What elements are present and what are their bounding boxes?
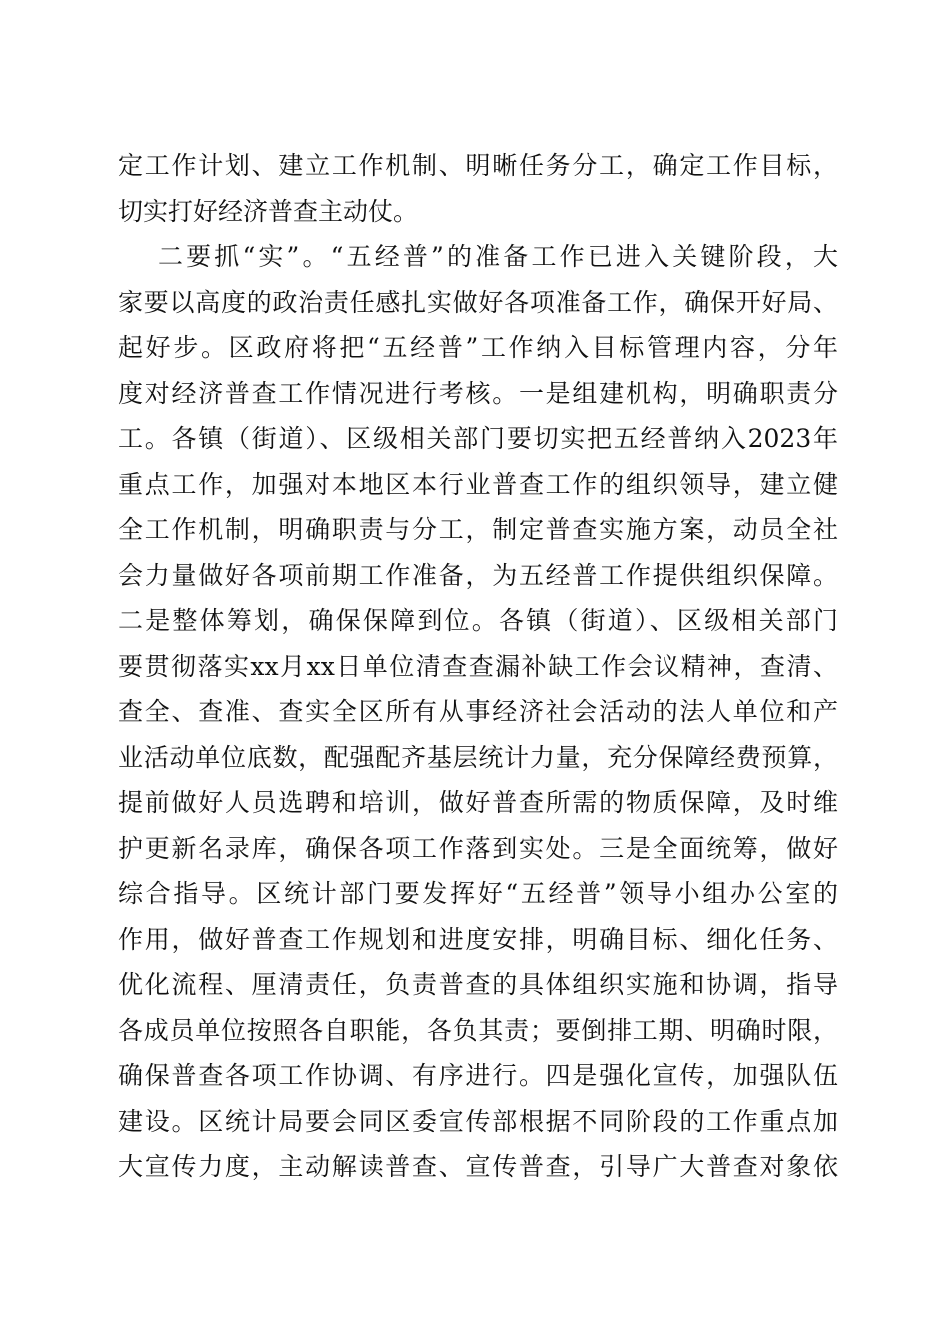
text-line: 作用，做好普查工作规划和进度安排，明确目标、细化任务、: [118, 924, 838, 954]
text-line: 重点工作，加强对本地区本行业普查工作的组织领导，建立健: [118, 469, 838, 499]
text-line: 切实打好经济普查主动仗。: [118, 196, 419, 226]
text-line: 提前做好人员选聘和培训，做好普查所需的物质保障，及时维: [118, 788, 838, 817]
text-line: 工。各镇（街道）、区级相关部门要切实把五经普纳入2023年: [118, 424, 838, 453]
text-line: 家要以高度的政治责任感扎实做好各项准备工作，确保开好局、: [118, 287, 838, 317]
text-line: 查全、查准、查实全区所有从事经济社会活动的法人单位和产: [118, 697, 838, 726]
text-line: 业活动单位底数，配强配齐基层统计力量，充分保障经费预算，: [118, 742, 838, 772]
paragraph-start-line: 二要抓“实”。“五经普”的准备工作已进入关键阶段，大: [158, 242, 838, 271]
body-text: [118, 143, 838, 1190]
text-line: 要贯彻落实xx月xx日单位清查查漏补缺工作会议精神，查清、: [118, 651, 838, 681]
text-line: 优化流程、厘清责任，负责普查的具体组织实施和协调，指导: [118, 970, 838, 999]
text-line: 各成员单位按照各自职能，各负其责；要倒排工期、明确时限，: [118, 1015, 838, 1045]
text-line: 建设。区统计局要会同区委宣传部根据不同阶段的工作重点加: [118, 1106, 838, 1136]
text-line: 度对经济普查工作情况进行考核。一是组建机构，明确职责分: [118, 378, 838, 408]
text-line: 确保普查各项工作协调、有序进行。四是强化宣传，加强队伍: [118, 1061, 838, 1090]
text-line: 会力量做好各项前期工作准备，为五经普工作提供组织保障。: [118, 560, 838, 590]
text-line: 二是整体筹划，确保保障到位。各镇（街道）、区级相关部门: [118, 606, 838, 635]
text-line: 护更新名录库，确保各项工作落到实处。三是全面统筹，做好: [118, 833, 838, 863]
text-line: 起好步。区政府将把“五经普”工作纳入目标管理内容，分年: [118, 333, 838, 362]
text-line: 综合指导。区统计部门要发挥好“五经普”领导小组办公室的: [118, 879, 838, 908]
text-line: 定工作计划、建立工作机制、明晰任务分工，确定工作目标，: [118, 151, 838, 180]
text-line: 全工作机制，明确职责与分工，制定普查实施方案，动员全社: [118, 515, 838, 544]
text-line: 大宣传力度，主动解读普查、宣传普查，引导广大普查对象依: [118, 1152, 838, 1181]
